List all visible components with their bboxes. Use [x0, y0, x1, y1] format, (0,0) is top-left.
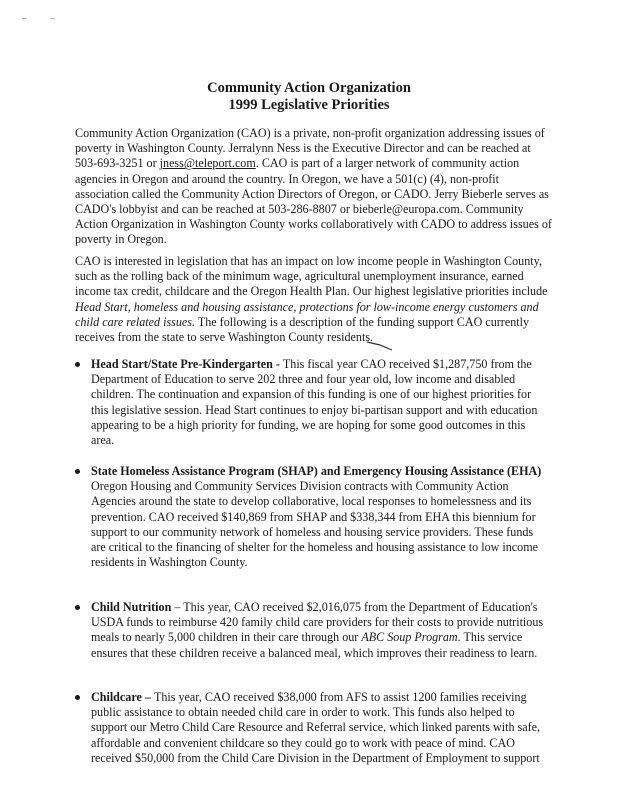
bullet-content: This fiscal year CAO received $1,287,750 from the Department of Education to serve 202 three and four year old, low income and disabled children. The continuation and expansion of this funding is one of our highest priorities for this legislative session. Head Start continues to enjoy bi-partisan support and with education appearing to be a high priority for funding, we are hoping for some good outcomes in this area. [91, 357, 538, 448]
priorities-italic: Head Start, homeless and housing assistance, protections for low-income energy customers and child care related issues. [75, 299, 539, 329]
bullet-heading: State Homeless Assistance Program (SHAP) and Emergency Housing Assistance (EHA) [91, 464, 542, 478]
bullet-heading: Childcare – [91, 690, 154, 704]
priorities-text: CAO is interested in legislation that has an impact on low income people in Washington County, such as the rolling back of the minimum wage, agricultural unemployment insurance, earned income tax credit, childcare and the Oregon Health Plan. Our highest legislative priorities include [75, 254, 548, 299]
intro-text: . CAO is part of a larger network of community action agencies in Oregon and around the country. In Oregon, we have a 501(c) (4), non-profit association called the Community Action Directors of Oregon, or CADO. Jerry Bieberle serves as CADO's lobbyist and can be reached at 503-286-8807 or bieberle@europa.com. Community Action Organization in Washington County works collaboratively with CADO to address issues of poverty in Oregon. [75, 156, 552, 247]
bullet-content: – This year, CAO received $2,016,075 from the Department of Education's USDA funds to reimburse 420 family child care providers for their costs to provide nutritious meals to nearly 5,000 children in their care through our [91, 600, 544, 645]
intro-paragraph-2 [75, 254, 555, 345]
handwritten-mark [366, 340, 394, 352]
scan-speck [50, 18, 55, 19]
bullet-text [91, 690, 547, 766]
intro-paragraph-1 [75, 126, 555, 248]
document-title: Community Action Organization [207, 80, 411, 96]
bullet-content: This year, CAO received $38,000 from AFS to assist 1200 families receiving public assistance to obtain needed child care in order to work. This funds also helped to support our Metro Child Care Resource and Referral service, which linked parents with safe, affordable and convenient childcare so they could go to work with peace of mind. CAO received $50,000 from the Child Care Division in the Department of Employment to support [91, 690, 541, 765]
bullet-content: . This service ensures that these children receive a balanced meal, which improves their readiness to learn. [91, 630, 538, 660]
bullet-icon [75, 695, 80, 700]
bullet-icon [75, 469, 80, 474]
bullet-text [91, 357, 547, 448]
bullet-text [91, 464, 547, 570]
intro-text: Community Action Organization (CAO) is a private, non-profit organization addressing issues of poverty in Washington County. Jerralynn Ness is the Executive Director and can be reached at 503-693-3251 or [75, 126, 545, 171]
bullet-text [91, 600, 547, 661]
bullet-icon [75, 605, 80, 610]
bullet-icon [75, 362, 80, 367]
bullet-content: Oregon Housing and Community Services Division contracts with Community Action Agencies around the state to develop collaborative, local responses to homelessness and its prevention. CAO received $140,869 from SHAP and $338,344 from EHA this biennium for support to our community network of homeless and housing service providers. These funds are critical to the financing of shelter for the homeless and housing assistance to low income residents in Washington County. [91, 479, 538, 570]
program-name: ABC Soup Program [361, 630, 458, 645]
bullet-heading: Child Nutrition [91, 600, 172, 614]
priorities-text: The following is a description of the funding support CAO currently receives from the state to serve Washington County residents. [75, 314, 530, 345]
scan-speck [22, 18, 27, 19]
document-subtitle: 1999 Legislative Priorities [228, 97, 390, 113]
email-link[interactable]: jness@teleport.com [159, 156, 256, 171]
bullet-heading: Head Start/State Pre-Kindergarten - [91, 357, 283, 371]
